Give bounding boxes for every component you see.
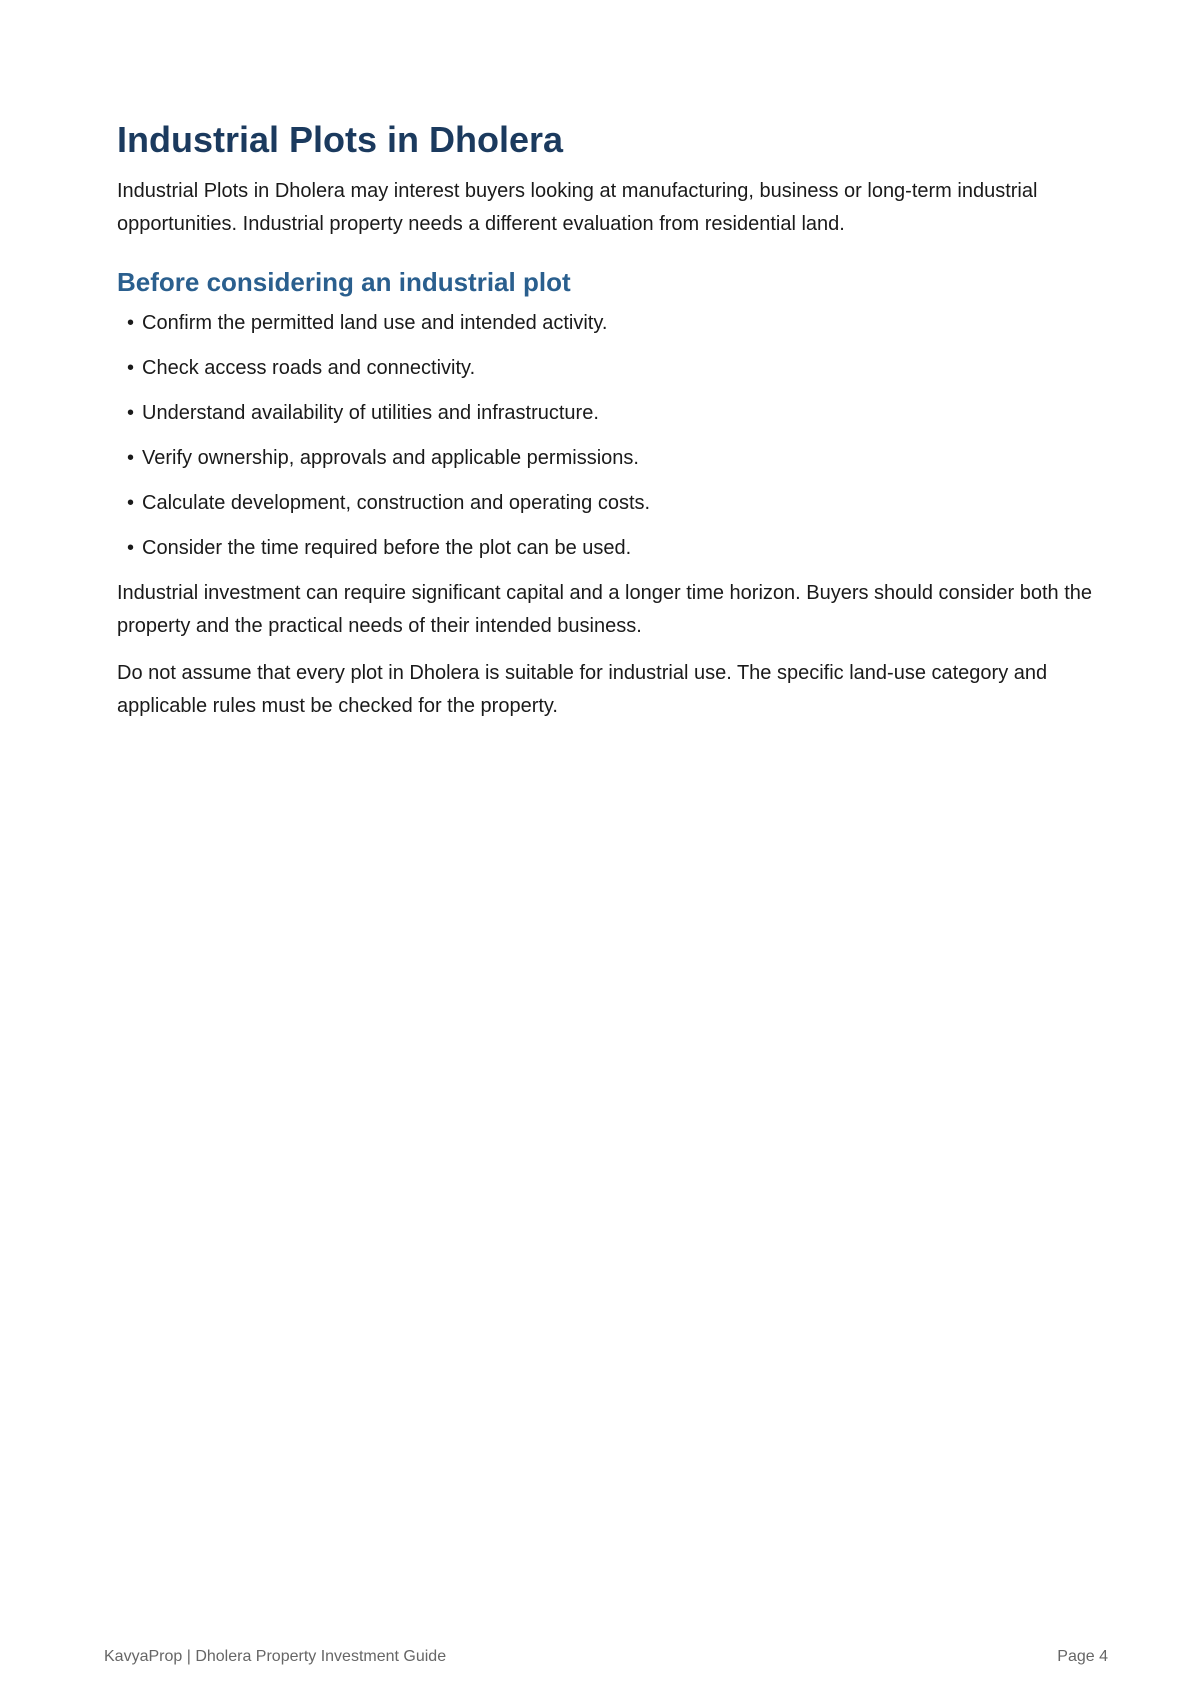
- bullet-icon: •: [127, 492, 135, 514]
- checklist-item-text: Confirm the permitted land use and intended activity.: [142, 312, 608, 334]
- bullet-icon: •: [127, 537, 135, 559]
- bullet-icon: •: [127, 312, 135, 334]
- land-use-paragraph: Do not assume that every plot in Dholera is suitable for industrial use. The specific land-use category and applicable rules must be checked for the property.: [117, 662, 1048, 717]
- intro-paragraph: Industrial Plots in Dholera may interest buyers looking at manufacturing, business or long-term industrial opportunities. Industrial property needs a different evaluation from residential land.: [117, 180, 1038, 235]
- checklist: [117, 307, 1107, 565]
- page-content: [117, 116, 1107, 723]
- bullet-icon: •: [127, 357, 135, 379]
- footer-publication: KavyaProp | Dholera Property Investment Guide: [104, 1648, 447, 1665]
- bullet-icon: •: [127, 402, 135, 424]
- checklist-item: [117, 352, 1107, 385]
- page-number: Page 4: [1057, 1648, 1108, 1665]
- checklist-item-text: Understand availability of utilities and infrastructure.: [142, 402, 599, 424]
- page-title: Industrial Plots in Dholera: [117, 119, 564, 160]
- checklist-item-text: Check access roads and connectivity.: [142, 357, 476, 379]
- section-heading: Before considering an industrial plot: [117, 267, 571, 297]
- checklist-item-text: Consider the time required before the plot can be used.: [142, 537, 632, 559]
- checklist-item: [117, 307, 1107, 340]
- bullet-icon: •: [127, 447, 135, 469]
- checklist-item: [117, 397, 1107, 430]
- checklist-item-text: Verify ownership, approvals and applicable permissions.: [142, 447, 639, 469]
- checklist-item: [117, 442, 1107, 475]
- checklist-item: [117, 532, 1107, 565]
- checklist-item: [117, 487, 1107, 520]
- checklist-item-text: Calculate development, construction and operating costs.: [142, 492, 651, 514]
- investment-paragraph: Industrial investment can require significant capital and a longer time horizon. Buyers should consider both the property and the practical needs of their intended business.: [117, 582, 1092, 637]
